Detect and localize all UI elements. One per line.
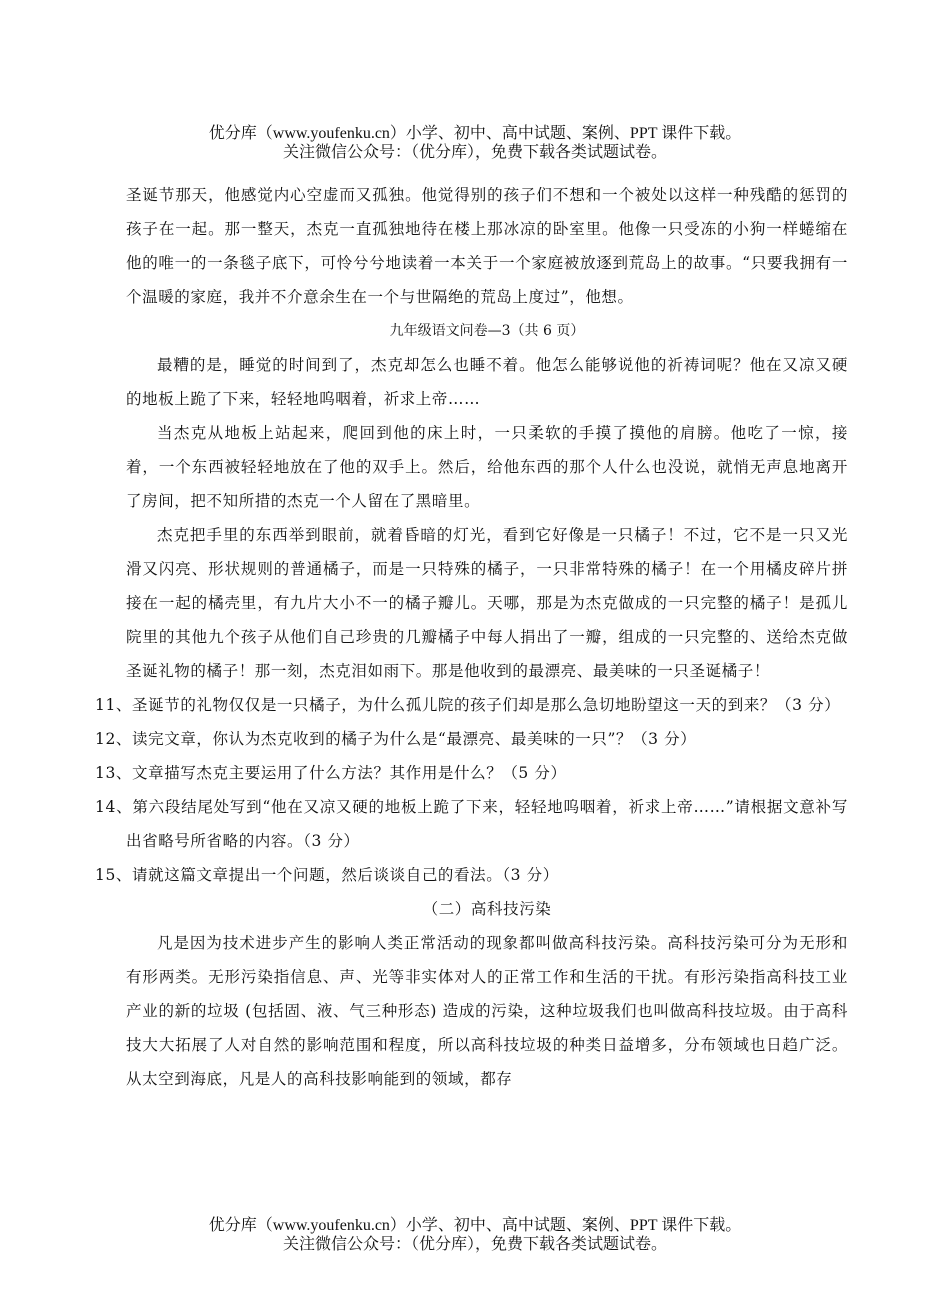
paragraph: 凡是因为技术进步产生的影响人类正常活动的现象都叫做高科技污染。高科技污染可分为无形和有形两类。无形污染指信息、声、光等非实体对人的正常工作和生活的干扰。有形污染指高科技工业产业的新的垃圾 (包括固、液、气三种形态) 造成的污染，这种垃圾我们也叫做高科技垃圾。由于高科技大大拓展了人对自然的影响范围和程度，所以高科技垃圾的种类日益增多，分布领域也日趋广泛。从太空到海底，凡是人的高科技影响能到的领域，都存 — [126, 934, 848, 1088]
article-body — [95, 178, 848, 1096]
paragraph: 杰克把手里的东西举到眼前，就着昏暗的灯光，看到它好像是一只橘子！不过，它不是一只又光滑又闪亮、形状规则的普通橘子，而是一只特殊的橘子，一只非常特殊的橘子！在一个用橘皮碎片拼接在一起的橘壳里，有九片大小不一的橘子瓣儿。天哪，那是为杰克做成的一只完整的橘子！是孤儿院里的其他九个孩子从他们自己珍贵的几瓣橘子中每人捐出了一瓣，组成的一只完整的、送给杰克做圣诞礼物的橘子！那一刻，杰克泪如雨下。那是他收到的最漂亮、最美味的一只圣诞橘子！ — [126, 526, 848, 680]
paragraph: 圣诞节那天，他感觉内心空虚而又孤独。他觉得别的孩子们不想和一个被处以这样一种残酷的惩罚的孩子在一起。那一整天，杰克一直孤独地待在楼上那冰凉的卧室里。他像一只受冻的小狗一样蜷缩在他的唯一的一条毯子底下，可怜兮兮地读着一本关于一个家庭被放逐到荒岛上的故事。“只要我拥有一个温暖的家庭，我并不介意余生在一个与世隔绝的荒岛上度过”，他想。 — [126, 186, 848, 306]
section-title: （二）高科技污染 — [422, 900, 552, 918]
paragraph: 最糟的是，睡觉的时间到了，杰克却怎么也睡不着。他怎么能够说他的祈祷词呢？他在又凉又硬的地板上跪了下来，轻轻地呜咽着，祈求上帝…… — [126, 356, 848, 408]
question-13: 13、文章描写杰克主要运用了什么方法？其作用是什么？（5 分） — [95, 764, 567, 782]
page-header — [0, 124, 950, 162]
footer-line-2: 关注微信公众号：（优分库），免费下载各类试题试卷。 — [282, 1236, 667, 1253]
question-14: 14、第六段结尾处写到“他在又凉又硬的地板上跪了下来，轻轻地呜咽着，祈求上帝……”请根据文意补写出省略号所省略的内容。（3 分） — [95, 798, 848, 850]
header-line-1: 优分库（www.youfenku.cn）小学、初中、高中试题、案例、PPT 课件下载。 — [208, 125, 742, 142]
question-11: 11、圣诞节的礼物仅仅是一只橘子，为什么孤儿院的孩子们却是那么急切地盼望这一天的到来？（3 分） — [95, 696, 841, 714]
question-15: 15、请就这篇文章提出一个问题，然后谈谈自己的看法。（3 分） — [95, 866, 559, 884]
question-12: 12、读完文章，你认为杰克收到的橘子为什么是“最漂亮、最美味的一只”？（3 分） — [95, 730, 697, 748]
paragraph: 当杰克从地板上站起来，爬回到他的床上时，一只柔软的手摸了摸他的肩膀。他吃了一惊，接着，一个东西被轻轻地放在了他的双手上。然后，给他东西的那个人什么也没说，就悄无声息地离开了房间，把不知所措的杰克一个人留在了黑暗里。 — [126, 424, 848, 510]
page-footer — [0, 1216, 950, 1254]
footer-line-1: 优分库（www.youfenku.cn）小学、初中、高中试题、案例、PPT 课件下载。 — [208, 1217, 742, 1234]
header-line-2: 关注微信公众号：（优分库），免费下载各类试题试卷。 — [282, 144, 667, 161]
page-number: 九年级语文问卷—3（共 6 页） — [389, 323, 585, 339]
